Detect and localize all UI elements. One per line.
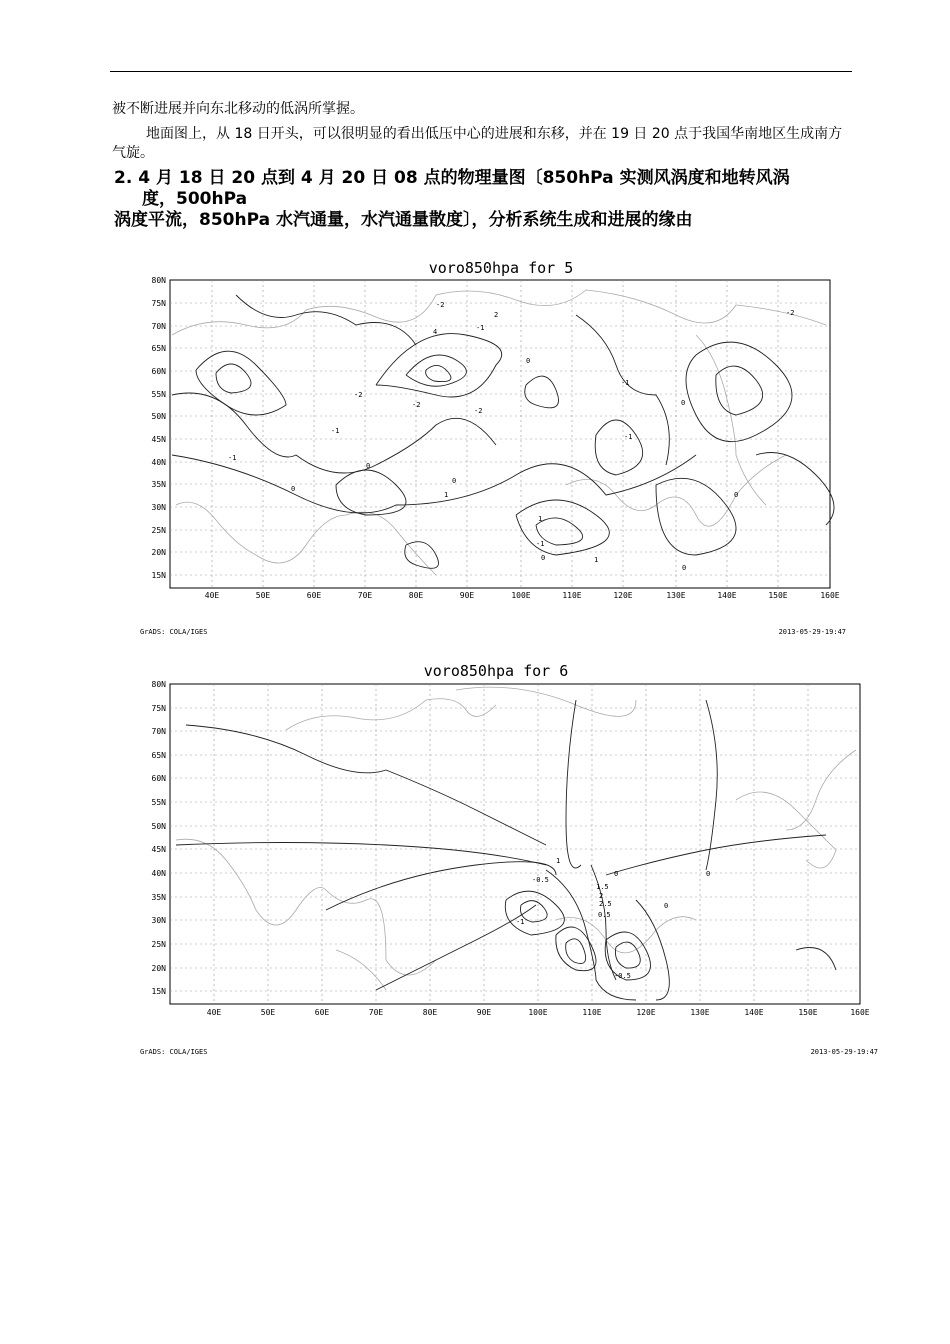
lon-tick: 130E — [666, 591, 686, 600]
paragraph-1: 被不断进展并向东北移动的低涡所掌握。 — [112, 101, 364, 117]
figure-1-title: voro850hpa for 5 — [428, 259, 574, 277]
figure-2-footer-right: 2013-05-29-19:47 — [810, 1048, 878, 1056]
lat-tick: 80N — [151, 680, 166, 689]
contour-label: 0 — [682, 564, 687, 572]
lat-tick: 40N — [151, 869, 166, 878]
contour-label: 0 — [526, 357, 531, 365]
lon-tick: 150E — [768, 591, 788, 600]
figure-2 — [136, 660, 881, 1060]
figure-2-contours — [176, 700, 836, 1000]
figure-1-coastline — [172, 290, 826, 575]
contour-label: 2.5 — [599, 900, 612, 908]
lat-tick: 50N — [151, 412, 166, 421]
lon-tick: 80E — [408, 591, 424, 600]
contour-label: 1 — [444, 491, 449, 499]
contour-label: 2 — [599, 892, 604, 900]
figure-1-footer-left: GrADS: COLA/IGES — [140, 628, 208, 636]
contour-label: -0.5 — [614, 972, 631, 980]
contour-label: -1 — [536, 540, 545, 548]
contour-label: -1 — [516, 918, 525, 926]
lon-tick: 90E — [459, 591, 475, 600]
contour-label: 0 — [706, 870, 711, 878]
heading-line-1: 2. 4 月 18 日 20 点到 4 月 20 日 08 点的物理量图〔850hPa 实测风涡度和地转风涡 — [114, 168, 790, 188]
lat-tick: 30N — [151, 503, 166, 512]
lat-tick: 25N — [151, 526, 166, 535]
lat-tick: 80N — [151, 276, 166, 285]
contour-label: -2 — [474, 407, 483, 415]
lat-tick: 30N — [151, 916, 166, 925]
contour-label: -1 — [476, 324, 485, 332]
lat-tick: 75N — [151, 299, 166, 308]
lat-tick: 60N — [151, 774, 166, 783]
lon-tick: 150E — [798, 1008, 818, 1017]
figure-2-plot — [136, 660, 881, 1060]
lon-tick: 110E — [562, 591, 582, 600]
contour-label: 4 — [433, 328, 438, 336]
figure-2-lon-axis — [207, 1008, 870, 1017]
lat-tick: 35N — [151, 893, 166, 902]
lat-tick: 20N — [151, 964, 166, 973]
figure-1-lat-axis — [152, 276, 167, 580]
contour-label: -2 — [436, 301, 445, 309]
lon-tick: 160E — [820, 591, 840, 600]
contour-label: 1 — [556, 857, 561, 865]
contour-label: -0.5 — [532, 876, 549, 884]
lon-tick: 50E — [255, 591, 271, 600]
contour-label: -1 — [624, 433, 633, 441]
contour-label: 0 — [452, 477, 457, 485]
contour-label: -1 — [331, 427, 340, 435]
lat-tick: 70N — [151, 727, 166, 736]
lon-tick: 140E — [717, 591, 737, 600]
lon-tick: 120E — [636, 1008, 656, 1017]
lat-tick: 20N — [151, 548, 166, 557]
contour-label: 0 — [541, 554, 546, 562]
contour-label: 0 — [366, 462, 371, 470]
lat-tick: 75N — [151, 704, 166, 713]
contour-label: 0.5 — [598, 911, 611, 919]
lon-tick: 110E — [582, 1008, 602, 1017]
contour-label: -2 — [412, 401, 421, 409]
heading-line-2: 度，500hPa — [142, 189, 248, 209]
contour-label: 0 — [291, 485, 296, 493]
lon-tick: 100E — [511, 591, 531, 600]
lon-tick: 60E — [314, 1008, 330, 1017]
lat-tick: 45N — [151, 435, 166, 444]
section-heading — [114, 168, 859, 231]
contour-label: -1 — [228, 454, 237, 462]
contour-label: 0 — [614, 870, 619, 878]
figure-2-frame — [170, 684, 860, 1004]
lon-tick: 40E — [204, 591, 220, 600]
contour-label: -2 — [786, 309, 795, 317]
contour-label: -2 — [354, 391, 363, 399]
lat-tick: 40N — [151, 458, 166, 467]
lat-tick: 55N — [151, 798, 166, 807]
contour-label: 0 — [734, 491, 739, 499]
header-rule — [110, 71, 852, 72]
lat-tick: 55N — [151, 390, 166, 399]
lat-tick: 15N — [151, 571, 166, 580]
lat-tick: 65N — [151, 751, 166, 760]
figure-1-plot — [136, 255, 846, 640]
figure-1-grid — [170, 280, 830, 588]
lat-tick: 50N — [151, 822, 166, 831]
heading-line-3: 涡度平流，850hPa 水汽通量，水汽通量散度〕，分析系统生成和进展的缘由 — [114, 210, 693, 230]
contour-label: 1 — [538, 515, 543, 523]
lon-tick: 60E — [306, 591, 322, 600]
lat-tick: 35N — [151, 480, 166, 489]
lon-tick: 70E — [357, 591, 373, 600]
lat-tick: 15N — [151, 987, 166, 996]
figure-2-lat-axis — [152, 680, 167, 996]
lon-tick: 140E — [744, 1008, 764, 1017]
contour-label: 0 — [681, 399, 686, 407]
lat-tick: 60N — [151, 367, 166, 376]
figure-1-contours — [172, 295, 834, 568]
figure-2-footer-left: GrADS: COLA/IGES — [140, 1048, 208, 1056]
lon-tick: 40E — [206, 1008, 222, 1017]
lon-tick: 90E — [476, 1008, 492, 1017]
figure-2-grid — [170, 684, 860, 1004]
lat-tick: 25N — [151, 940, 166, 949]
contour-label: 1.5 — [596, 883, 609, 891]
figure-1-lon-axis — [205, 591, 840, 600]
lon-tick: 160E — [850, 1008, 870, 1017]
paragraph-2: 地面图上，从 18 日开头，可以很明显的看出低压中心的进展和东移，并在 19 日 20 点于我国华南地区生成南方气旋。 — [112, 126, 843, 161]
figure-1-footer-right: 2013-05-29-19:47 — [778, 628, 846, 636]
lat-tick: 45N — [151, 845, 166, 854]
contour-label: 0 — [664, 902, 669, 910]
lon-tick: 80E — [422, 1008, 438, 1017]
figure-2-title: voro850hpa for 6 — [423, 662, 569, 680]
lon-tick: 50E — [260, 1008, 276, 1017]
lat-tick: 70N — [151, 322, 166, 331]
lon-tick: 70E — [368, 1008, 384, 1017]
lon-tick: 100E — [528, 1008, 548, 1017]
contour-label: 2 — [494, 311, 499, 319]
lat-tick: 65N — [151, 344, 166, 353]
lon-tick: 130E — [690, 1008, 710, 1017]
contour-label: -1 — [621, 379, 630, 387]
figure-1-contour-labels — [228, 301, 794, 572]
figure-1 — [136, 255, 846, 640]
contour-label: 1 — [594, 556, 599, 564]
lon-tick: 120E — [613, 591, 633, 600]
